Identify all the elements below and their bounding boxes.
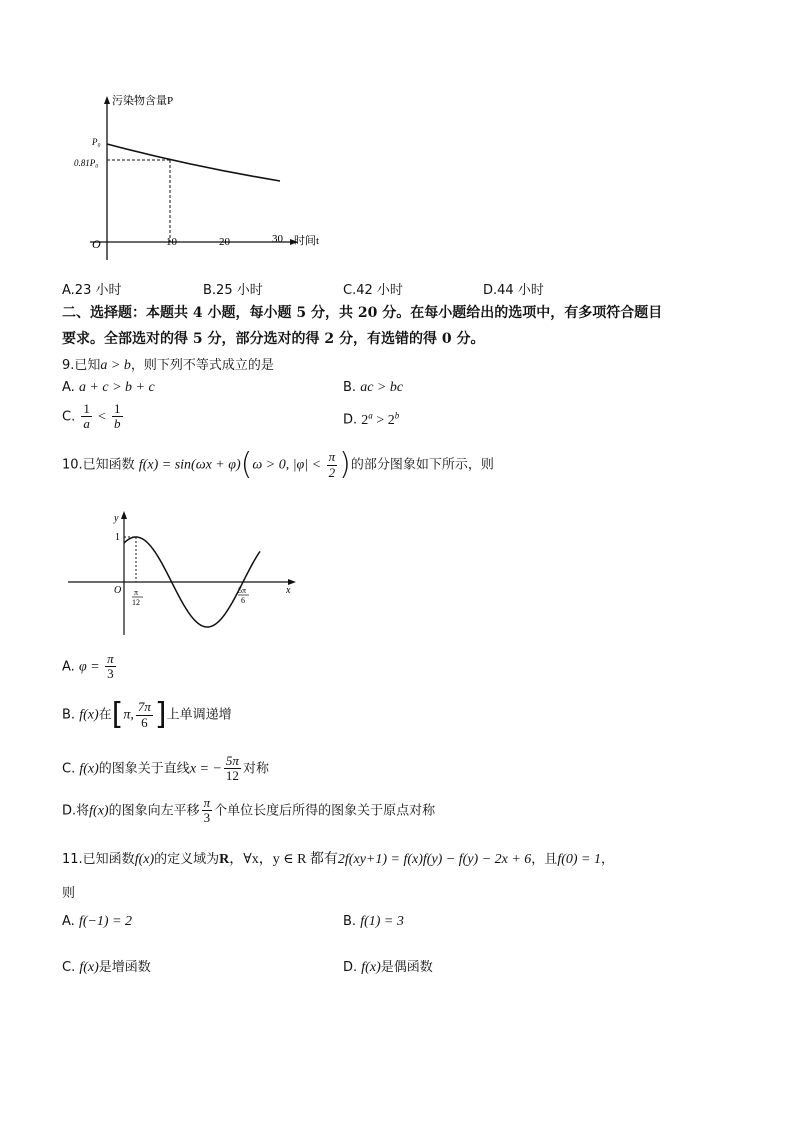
q10-c-expr: x = − bbox=[189, 761, 222, 777]
q11-c-label: C. bbox=[62, 960, 76, 975]
graph1-p0-label: P₀ bbox=[92, 137, 101, 147]
q11-b-label: B. bbox=[343, 914, 357, 929]
q10-c-frac: $\frac{5\pi}{12}$ bbox=[225, 753, 239, 784]
q11-option-d bbox=[343, 956, 433, 976]
graph1-tick-10: 10 bbox=[166, 236, 177, 248]
q10-d-frac: $\frac{\pi}{3}$ bbox=[203, 795, 211, 826]
sine-graph-origin: O bbox=[114, 585, 122, 596]
q11-a-label: A. bbox=[62, 914, 75, 929]
q10-option-a bbox=[62, 652, 118, 682]
q9-option-c bbox=[62, 402, 125, 432]
q9-c-frac2: $\frac{1}{b}$ bbox=[114, 401, 121, 432]
q8-option-b: B.25 小时 bbox=[203, 283, 263, 298]
graph1-tick-30: 30 bbox=[272, 233, 283, 245]
q10-stem-prefix: 10.已知函数 bbox=[62, 457, 135, 473]
q10-c-mid: 的图象关于直线 bbox=[98, 761, 190, 777]
q8-option-a: A.23 小时 bbox=[62, 283, 122, 298]
sine-graph-y-label: y bbox=[114, 513, 119, 524]
q11-b-expr: f(1) = 3 bbox=[360, 914, 404, 929]
q10-b-suffix: 上单调递增 bbox=[166, 707, 232, 723]
sine-graph bbox=[60, 505, 310, 640]
q11-option-a bbox=[62, 914, 132, 930]
graph1-x-label: 时间t bbox=[294, 235, 320, 247]
q9-d-expr: $2^a > 2^b$ bbox=[361, 410, 400, 428]
q9-stem-expr: a > b bbox=[100, 358, 131, 373]
graph1-y-label: 污染物含量P bbox=[112, 95, 174, 107]
q11-stem-mid3: ，且 bbox=[531, 852, 558, 867]
q10-c-func: f(x) bbox=[79, 761, 99, 777]
sine-graph-tick1-num: π bbox=[134, 588, 139, 597]
q11-stem-func: f(x) bbox=[134, 852, 155, 867]
q9-a-expr: a + c > b + c bbox=[78, 380, 155, 395]
q9-c-frac1: $\frac{1}{a}$ bbox=[83, 401, 90, 432]
q8-option-d: D.44 小时 bbox=[483, 283, 544, 298]
q11-stem-eq: 2f(xy+1) = f(x)f(y) − f(y) − 2x + 6 bbox=[337, 852, 532, 867]
sine-graph-tick2-den: 6 bbox=[241, 596, 245, 605]
q11-d-expr: f(x) bbox=[361, 960, 381, 975]
q9-stem bbox=[62, 354, 274, 374]
sine-graph-tick2-num: 5π bbox=[238, 586, 247, 595]
q10-stem-suffix: 的部分图象如下所示，则 bbox=[350, 457, 494, 473]
sine-graph-x-label: x bbox=[286, 585, 291, 596]
q9-a-label: A. bbox=[62, 380, 75, 395]
q11-option-b bbox=[343, 914, 404, 930]
q10-option-d bbox=[62, 796, 435, 826]
graph1-origin: O bbox=[92, 237, 101, 251]
section2-heading-line1: 二、选择题：本题共 4 小题，每小题 5 分，共 20 分。在每小题给出的选项中，有多项符合题目 bbox=[62, 305, 663, 321]
graph1-p081-label: 0.81P₀ bbox=[74, 158, 99, 168]
q11-stem bbox=[62, 848, 614, 868]
q11-stem-mid1: 的定义域为 bbox=[154, 852, 220, 867]
graph1-tick-20: 20 bbox=[219, 236, 230, 248]
q10-option-b: B. f(x)在[π, $\frac{7\pi}{6}$ ]上单调递增 bbox=[62, 697, 232, 732]
q11-option-c bbox=[62, 956, 151, 976]
q10-a-frac: $\frac{\pi}{3}$ bbox=[107, 651, 114, 682]
q9-b-label: B. bbox=[343, 380, 357, 395]
q9-stem-prefix: 9.已知 bbox=[62, 358, 101, 373]
q9-stem-suffix: ，则下列不等式成立的是 bbox=[130, 358, 274, 373]
q10-c-label: C. bbox=[62, 761, 76, 777]
q9-c-op: < bbox=[98, 409, 106, 425]
q11-stem-R: R bbox=[219, 852, 230, 867]
q8-option-c: C.42 小时 bbox=[343, 283, 403, 298]
q11-stem-end: ， bbox=[600, 852, 614, 867]
q10-d-prefix: D.将 bbox=[62, 803, 90, 819]
q10-b-label: B. bbox=[62, 707, 76, 723]
q10-d-suffix: 个单位长度后所得的图象关于原点对称 bbox=[214, 803, 436, 819]
q11-stem-cond: f(0) = 1 bbox=[557, 852, 601, 867]
q10-stem: 10.已知函数 f(x) = sin(ωx + φ)(ω > 0, |φ| < $\frac{\pi}{2}$ )的部分图象如下所示，则 bbox=[62, 447, 494, 482]
pollutant-graph bbox=[70, 88, 350, 268]
q9-option-a bbox=[62, 380, 155, 396]
q10-stem-cond: ω > 0, |φ| < bbox=[252, 457, 325, 473]
sine-graph-one: 1 bbox=[115, 532, 120, 543]
q11-a-expr: f(−1) = 2 bbox=[78, 914, 133, 929]
sine-graph-tick1-den: 12 bbox=[132, 598, 140, 607]
q9-b-expr: ac > bc bbox=[360, 380, 404, 395]
q10-option-c bbox=[62, 754, 269, 784]
q11-d-label: D. bbox=[343, 960, 358, 975]
q10-b-func: f(x) bbox=[79, 707, 99, 723]
q9-d-label: D. bbox=[343, 412, 358, 428]
q11-c-expr: f(x) bbox=[79, 960, 99, 975]
q11-c-text: 是增函数 bbox=[98, 960, 151, 975]
q10-c-suffix: 对称 bbox=[242, 761, 269, 777]
q10-a-expr: φ = bbox=[78, 659, 104, 675]
q10-a-label: A. bbox=[62, 659, 75, 675]
q11-d-text: 是偶函数 bbox=[380, 960, 433, 975]
q10-b-frac: $\frac{7\pi}{6}$ bbox=[137, 699, 151, 730]
q10-b-in: 在 bbox=[98, 707, 112, 723]
q10-d-func: f(x) bbox=[89, 803, 109, 819]
q11-stem-line2: 则 bbox=[62, 886, 76, 901]
q10-stem-frac: $\frac{\pi}{2}$ bbox=[328, 449, 336, 480]
q9-option-b bbox=[343, 380, 403, 396]
section2-heading-line2: 要求。全部选对的得 5 分，部分选对的得 2 分，有选错的得 0 分。 bbox=[62, 331, 485, 347]
q9-c-label: C. bbox=[62, 409, 76, 425]
q10-stem-func: f(x) = sin(ωx + φ) bbox=[138, 457, 241, 473]
q11-stem-prefix: 11.已知函数 bbox=[62, 852, 135, 867]
q9-option-d bbox=[343, 410, 399, 429]
q10-b-left: π, bbox=[123, 707, 134, 723]
q10-d-mid: 的图象向左平移 bbox=[108, 803, 200, 819]
q11-stem-mid2: ，∀x，y ∈ R 都有 bbox=[229, 852, 338, 867]
